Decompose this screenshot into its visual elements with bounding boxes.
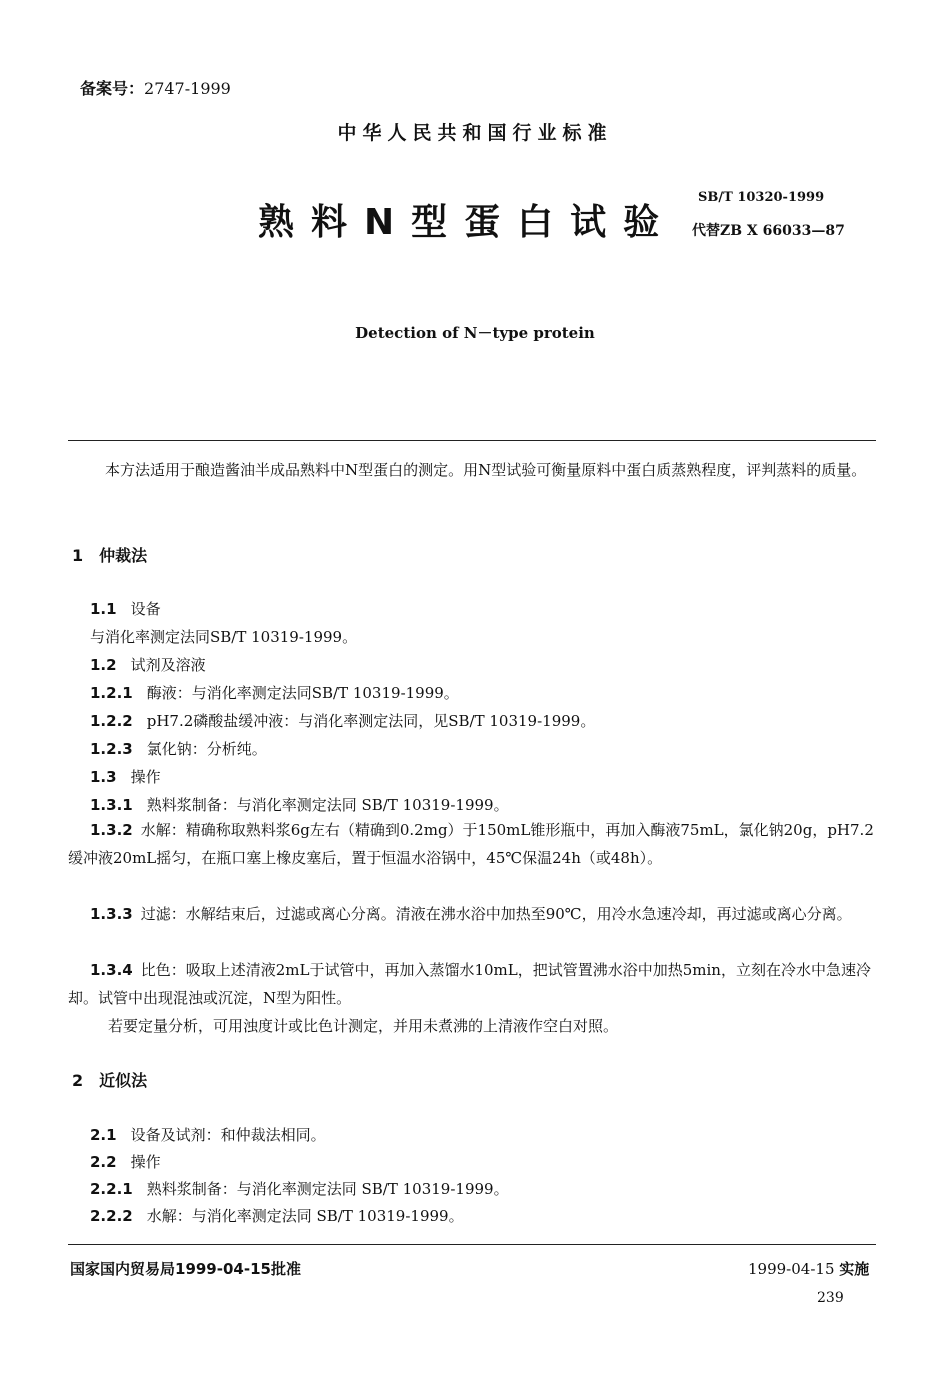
- clause-text: 设备及试剂：和仲裁法相同。: [130, 1126, 326, 1144]
- clause-number: 1.3.2: [90, 821, 133, 839]
- clause-1-3-1: [90, 794, 509, 815]
- clause-number: 1.2.3: [90, 740, 133, 758]
- clause-text: 熟料浆制备：与消化率测定法同 SB/T 10319-1999。: [146, 1180, 509, 1198]
- clause-number: 1.3: [90, 768, 117, 786]
- clause-text: 水解：与消化率测定法同 SB/T 10319-1999。: [146, 1207, 464, 1225]
- clause-text: 水解：精确称取熟料浆6g左右（精确到0.2mg）于150mL锥形瓶中，再加入酶液75mL，氯化钠20g，pH7.2缓冲液20mL摇匀，在瓶口塞上橡皮塞后，置于恒温水浴锅中，45℃保温24h（或48h）。: [68, 821, 874, 867]
- clause-number: 1.3.1: [90, 796, 133, 814]
- clause-number: 2.1: [90, 1126, 117, 1144]
- clause-text: 过滤：水解结束后，过滤或离心分离。清液在沸水浴中加热至90℃，用冷水急速冷却，再过滤或离心分离。: [140, 905, 852, 923]
- clause-1-2: [90, 654, 206, 675]
- clause-number: 2.2: [90, 1153, 117, 1171]
- clause-title: 操作: [130, 768, 161, 786]
- page-title: 熟料N型蛋白试验: [258, 202, 677, 243]
- effective-line: [748, 1258, 869, 1279]
- clause-text: 熟料浆制备：与消化率测定法同 SB/T 10319-1999。: [146, 796, 509, 814]
- clause-1-1: [90, 598, 161, 619]
- clause-text: 比色：吸取上述清液2mL于试管中，再加入蒸馏水10mL，把试管置沸水浴中加热5min，立刻在冷水中急速冷却。试管中出现混浊或沉淀，N型为阳性。: [68, 961, 871, 1007]
- filing-number: 2747-1999: [144, 79, 231, 98]
- clause-number: 1.2: [90, 656, 117, 674]
- clause-1-3-3: [68, 900, 876, 928]
- clause-number: 1.2.2: [90, 712, 133, 730]
- clause-2-1: [90, 1124, 326, 1145]
- effective-date: 1999-04-15: [748, 1260, 835, 1278]
- clause-number: 1.1: [90, 600, 117, 618]
- clause-title: 操作: [130, 1153, 161, 1171]
- clause-title: 试剂及溶液: [130, 656, 206, 674]
- clause-1-2-2: [90, 710, 595, 731]
- clause-title: 设备: [130, 600, 161, 618]
- clause-number: 1.2.1: [90, 684, 133, 702]
- clause-text: 酶液：与消化率测定法同SB/T 10319-1999。: [146, 684, 459, 702]
- clause-text: pH7.2磷酸盐缓冲液：与消化率测定法同，见SB/T 10319-1999。: [146, 712, 596, 730]
- clause-2-2-2: [90, 1205, 464, 1226]
- standard-code: SB/T 10320-1999: [698, 190, 825, 205]
- issuer: 中华人民共和国行业标准: [337, 122, 613, 144]
- clause-1-3: [90, 766, 161, 787]
- clause-1-2-1: [90, 682, 459, 703]
- page-number: 239: [817, 1290, 844, 1306]
- section-2-heading: 2 近似法: [72, 1071, 148, 1090]
- filing-number-line: [80, 76, 231, 99]
- clause-1-3-2: [68, 816, 876, 872]
- filing-label: 备案号：: [80, 79, 145, 98]
- clause-2-2-1: [90, 1178, 509, 1199]
- clause-number: 2.2.2: [90, 1207, 133, 1225]
- clause-number: 1.3.4: [90, 961, 133, 979]
- intro-paragraph: 本方法适用于酿造酱油半成品熟料中N型蛋白的测定。用N型试验可衡量原料中蛋白质蒸熟程度，评判蒸料的质量。: [105, 461, 867, 479]
- clause-2-2: [90, 1151, 161, 1172]
- top-divider: [68, 440, 876, 441]
- approval-line: 国家国内贸易局1999-04-15批准: [70, 1260, 301, 1278]
- clause-text: 氯化钠：分析纯。: [146, 740, 267, 758]
- clause-number: 2.2.1: [90, 1180, 133, 1198]
- effective-label: 实施: [839, 1260, 870, 1278]
- replaces-code: 代替ZB X 66033—87: [692, 223, 845, 239]
- quantitative-note: 若要定量分析，可用浊度计或比色计测定，并用未煮沸的上清液作空白对照。: [108, 1017, 619, 1035]
- clause-1-3-4: [68, 956, 876, 1012]
- section-1-heading: 1 仲裁法: [72, 546, 148, 565]
- bottom-divider: [68, 1244, 876, 1245]
- clause-1-1-text: 与消化率测定法同SB/T 10319-1999。: [90, 628, 358, 646]
- english-title: Detection of N－type protein: [355, 324, 595, 342]
- clause-number: 1.3.3: [90, 905, 133, 923]
- clause-1-2-3: [90, 738, 267, 759]
